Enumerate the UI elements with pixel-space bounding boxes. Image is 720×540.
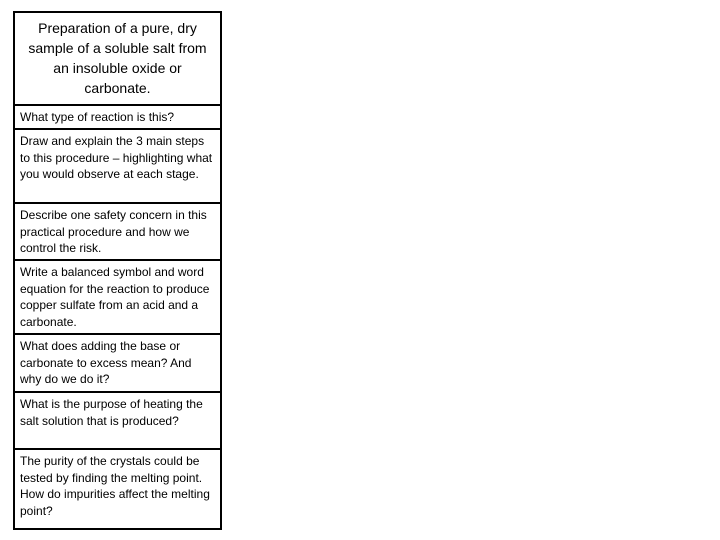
question-procedure-steps: Draw and explain the 3 main steps to this procedure – highlighting what you would observe at each stage. <box>15 130 220 204</box>
question-heating-purpose: What is the purpose of heating the salt solution that is produced? <box>15 393 220 450</box>
question-balanced-equation: Write a balanced symbol and word equation for the reaction to produce copper sulfate from an acid and a carbonate. <box>15 261 220 335</box>
card-title: Preparation of a pure, dry sample of a soluble salt from an insoluble oxide or carbonate. <box>15 13 220 106</box>
question-melting-point: The purity of the crystals could be tested by finding the melting point. How do impurities affect the melting point? <box>20 454 210 518</box>
revision-card <box>13 11 222 530</box>
question-safety-concern: Describe one safety concern in this practical procedure and how we control the risk. <box>15 204 220 261</box>
question-excess-base: What does adding the base or carbonate to excess mean? And why do we do it? <box>15 335 220 393</box>
question-reaction-type: What type of reaction is this? <box>15 106 220 130</box>
